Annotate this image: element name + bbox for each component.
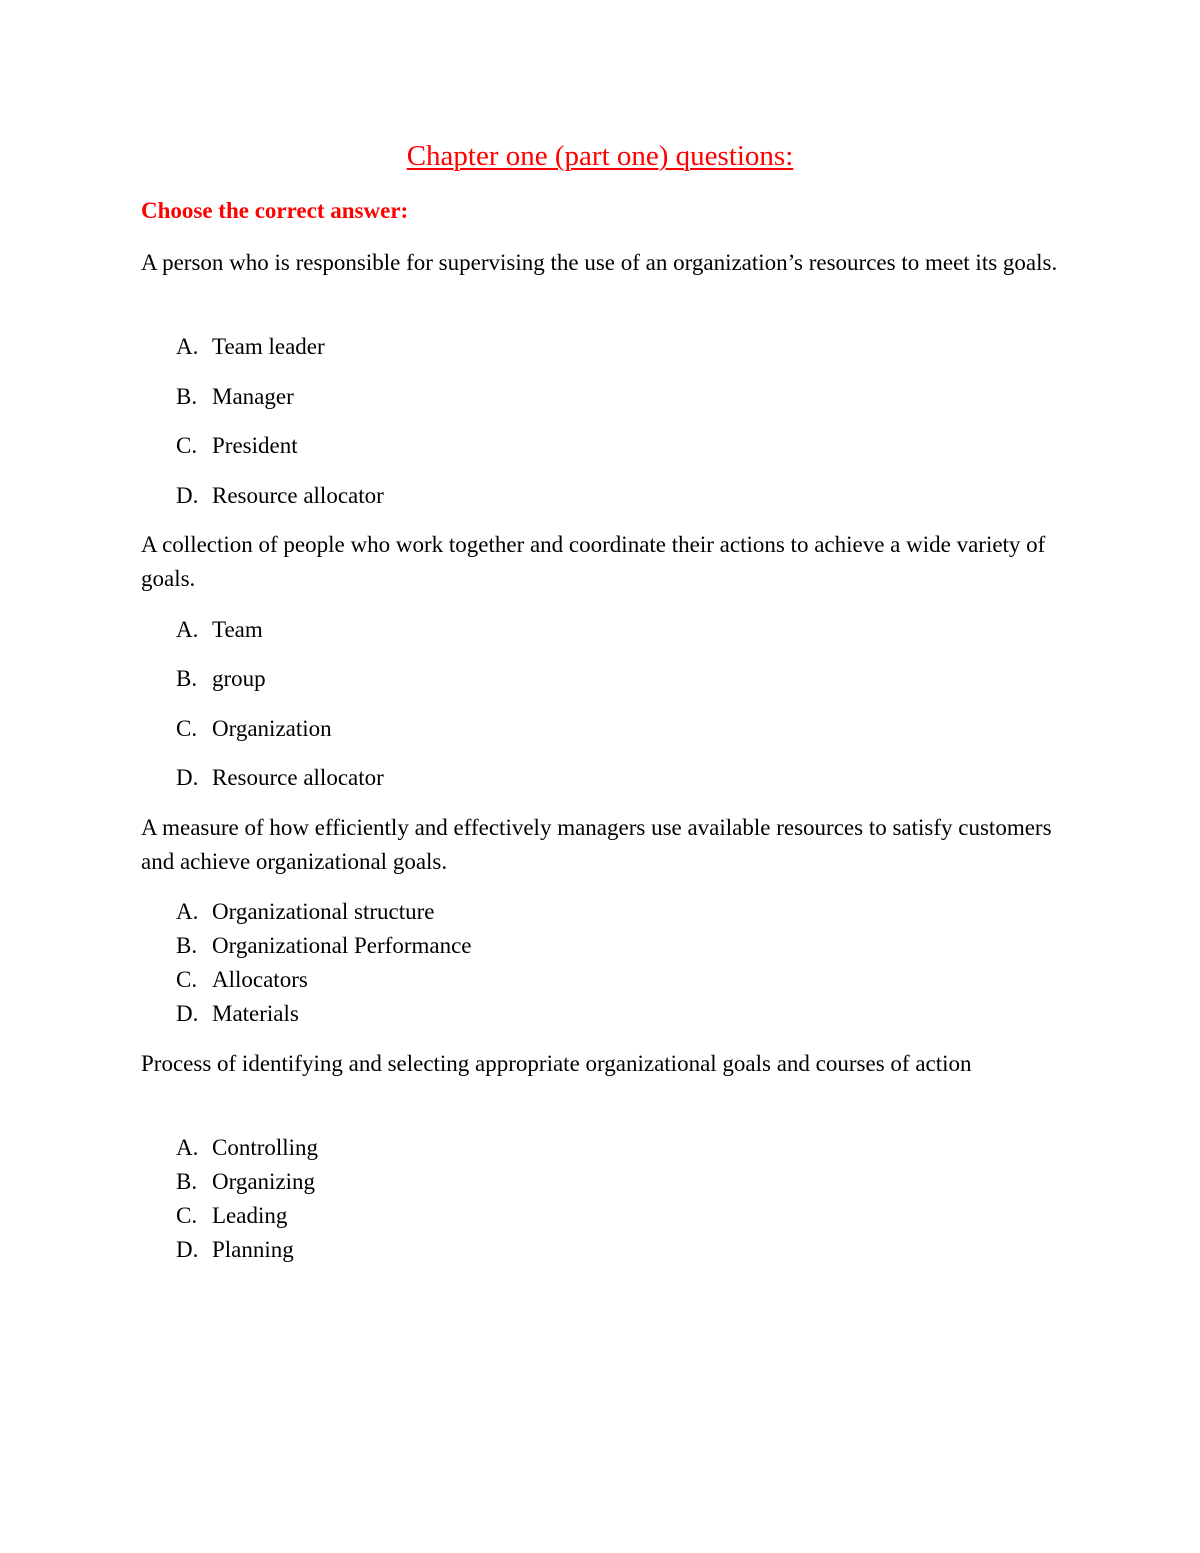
- option-text: Organization: [212, 716, 332, 741]
- option-text: group: [212, 666, 266, 691]
- option-item: [176, 330, 325, 364]
- option-letter: A.: [176, 617, 199, 642]
- option-text: Resource allocator: [212, 483, 384, 508]
- option-text: Team: [212, 617, 263, 642]
- option-letter: C.: [176, 433, 198, 458]
- page-title: Chapter one (part one) questions:: [406, 140, 794, 172]
- option-letter: A.: [176, 1135, 199, 1160]
- option-item: [176, 613, 263, 647]
- option-item: [176, 929, 472, 963]
- option-item: [176, 761, 384, 795]
- option-letter: A.: [176, 899, 199, 924]
- question-4-text: Process of identifying and selecting appropriate organizational goals and courses of action: [141, 1051, 972, 1076]
- option-text: Organizing: [212, 1169, 316, 1194]
- option-item: [176, 1131, 318, 1165]
- option-item: [176, 1199, 287, 1233]
- option-text: Resource allocator: [212, 765, 384, 790]
- option-item: [176, 895, 434, 929]
- option-item: [176, 712, 332, 746]
- option-text: President: [212, 433, 298, 458]
- option-letter: A.: [176, 334, 199, 359]
- option-text: Leading: [212, 1203, 288, 1228]
- option-text: Planning: [212, 1237, 294, 1262]
- option-letter: D.: [176, 765, 199, 790]
- instruction-heading: Choose the correct answer:: [141, 198, 409, 223]
- option-letter: B.: [176, 1169, 198, 1194]
- option-letter: B.: [176, 933, 198, 958]
- option-item: [176, 997, 299, 1031]
- option-text: Organizational structure: [212, 899, 435, 924]
- question-3-text: A measure of how efficiently and effectively managers use available resources to satisfy customers and achieve organizational goals.: [141, 815, 1052, 874]
- option-item: [176, 662, 266, 696]
- option-item: [176, 429, 298, 463]
- option-letter: C.: [176, 716, 198, 741]
- option-item: [176, 380, 294, 414]
- option-letter: D.: [176, 1237, 199, 1262]
- option-item: [176, 1233, 294, 1267]
- option-item: [176, 479, 384, 513]
- option-item: [176, 963, 308, 997]
- option-letter: D.: [176, 483, 199, 508]
- question-2-text: A collection of people who work together and coordinate their actions to achieve a wide variety of goals.: [141, 532, 1046, 591]
- option-letter: C.: [176, 1203, 198, 1228]
- option-text: Allocators: [212, 967, 308, 992]
- option-text: Controlling: [212, 1135, 319, 1160]
- option-text: Materials: [212, 1001, 299, 1026]
- option-text: Manager: [212, 384, 294, 409]
- option-letter: C.: [176, 967, 198, 992]
- question-1-text: A person who is responsible for supervising the use of an organization’s resources to meet its goals.: [141, 250, 1058, 275]
- option-item: [176, 1165, 315, 1199]
- option-letter: D.: [176, 1001, 199, 1026]
- option-letter: B.: [176, 666, 198, 691]
- option-text: Organizational Performance: [212, 933, 472, 958]
- option-text: Team leader: [212, 334, 325, 359]
- option-letter: B.: [176, 384, 198, 409]
